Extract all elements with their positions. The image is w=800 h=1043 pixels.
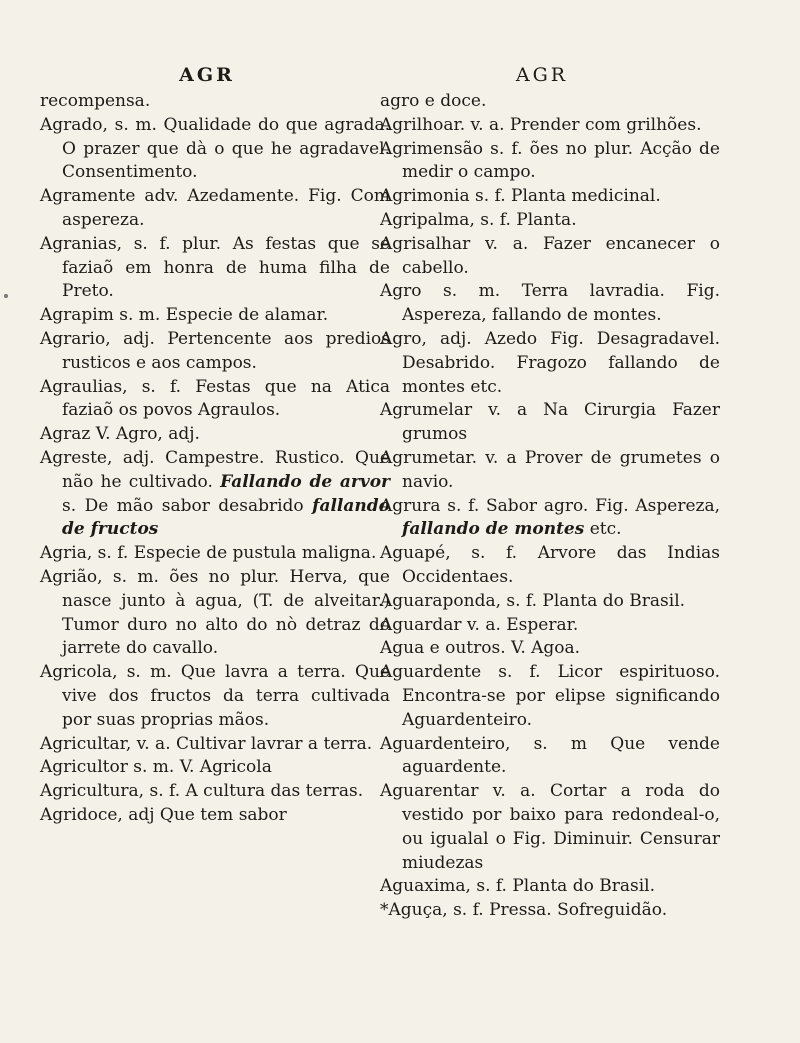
entry-headword: agro e doce. <box>380 91 487 111</box>
entry-italic-text: fallando de montes <box>402 519 585 540</box>
entry-headword: Aguardar <box>380 614 462 635</box>
entry-headword: Agranias <box>40 233 117 254</box>
entry-definition: , adj. Pertencente aos predios rusticos e aos campos. <box>62 328 390 373</box>
dictionary-entry <box>380 875 720 899</box>
entry-definition: , s. f. A cultura das terras. <box>138 781 364 802</box>
entry-definition: . v. a Prover de grumetes o navio. <box>402 447 720 492</box>
dictionary-entry <box>380 733 720 781</box>
dictionary-entry <box>380 899 720 923</box>
entry-definition: v. a. Fazer encanecer o cabello. <box>402 233 720 278</box>
entry-definition: s. De mão sabor desabrido <box>62 495 313 516</box>
entry-definition: adv. Azedamente. Fig. Com aspereza. <box>62 186 390 230</box>
entry-headword: Agro <box>380 328 422 349</box>
right-entry-list <box>380 90 720 923</box>
entry-headword: Agrilhoar <box>380 114 460 135</box>
dictionary-entry <box>40 733 390 757</box>
entry-definition: , s. f. Planta do Brasil. <box>465 876 655 897</box>
entry-definition: , s. f. Planta. <box>469 209 577 230</box>
dictionary-entry <box>40 780 390 804</box>
entry-definition: , s. m. ões no plur. Herva, que nasce junto à agua, (T. de alveitar.) Tumor duro no alto do nò detraz do jarrete do cavallo. <box>62 566 390 659</box>
dictionary-entry <box>40 447 390 542</box>
entry-definition: . v. a. Prender com grilhões. <box>459 114 702 135</box>
entry-definition: s. m. Terra lavradia. Fig. Aspereza, fallando de montes. <box>402 281 720 326</box>
entry-headword: Agraulias <box>40 376 123 397</box>
dictionary-entry <box>380 138 720 186</box>
entry-headword: Agricultura <box>40 781 139 802</box>
entry-definition: , v. a. Cultivar lavrar a terra. <box>125 733 373 754</box>
entry-headword: Agrumetar <box>380 447 472 468</box>
entry-headword: Agrura <box>380 495 441 516</box>
right-column-header: AGR <box>515 64 569 86</box>
entry-definition: v. a. Esperar. <box>461 614 579 635</box>
left-column <box>40 64 390 828</box>
dictionary-entry <box>380 399 720 447</box>
entry-headword: Agramente <box>40 186 136 207</box>
entry-definition: e outros. V. Agoa. <box>424 638 581 659</box>
entry-headword: Aguardenteiro <box>380 733 505 754</box>
entry-headword: Agrimonia <box>380 186 470 207</box>
entry-headword: Agrado <box>40 114 103 135</box>
entry-headword: Agrario <box>40 328 106 349</box>
dictionary-entry <box>380 495 720 543</box>
dictionary-entry <box>40 90 390 114</box>
left-column-header: AGR <box>179 64 235 86</box>
dictionary-entry <box>380 542 720 590</box>
entry-definition: , adj. Campestre. Rustico. Que não he cultivado. <box>62 447 390 492</box>
dictionary-entry <box>380 90 720 114</box>
entry-headword: Agrumelar <box>380 400 473 421</box>
left-entry-list <box>40 90 390 828</box>
dictionary-entry <box>40 423 390 447</box>
entry-definition: , s. f. Especie de pustula maligna. <box>86 543 377 564</box>
entry-definition: V. Agro, adj. <box>90 424 200 445</box>
entry-definition: v. a Na Cirurgia Fazer grumos <box>402 400 720 445</box>
dictionary-entry <box>380 328 720 399</box>
entry-headword: recompensa. <box>40 91 151 111</box>
entry-headword: Agricola <box>40 662 113 683</box>
entry-definition: s. f. Sabor agro. Fig. Aspereza, <box>440 495 720 516</box>
right-column <box>380 64 720 923</box>
entry-definition: , adj Que tem sabor <box>117 804 287 825</box>
entry-headword: Agricultor <box>40 757 128 778</box>
entry-definition: , s. m. Que lavra a terra. Que vive dos fructos da terra cultivada por suas proprias mãos. <box>62 662 390 730</box>
entry-definition: , s. f. Festas que na Atica faziaõ os povos Agraulos. <box>62 376 390 421</box>
entry-headword: Agrapim <box>40 305 114 326</box>
entry-headword: Agreste <box>40 447 107 468</box>
entry-headword: Agrião <box>40 566 98 587</box>
ink-speck <box>4 294 8 298</box>
entry-definition: s. m. Especie de alamar. <box>113 305 329 326</box>
entry-headword: Agraz <box>40 424 91 445</box>
entry-headword: Agro <box>380 281 422 302</box>
entry-definition: , s. f. plur. As festas que se faziaõ em honra de huma filha de Preto. <box>62 233 390 302</box>
dictionary-entry <box>40 185 390 233</box>
entry-definition: s. f. ões no plur. Acção de medir o campo. <box>402 138 720 183</box>
dictionary-entry <box>380 447 720 495</box>
dictionary-entry <box>40 804 390 828</box>
dictionary-entry <box>40 376 390 424</box>
dictionary-entry <box>40 304 390 328</box>
dictionary-entry <box>380 590 720 614</box>
entry-headword: *Aguça <box>380 900 443 921</box>
dictionary-entry <box>40 114 390 185</box>
dictionary-entry <box>380 661 720 732</box>
dictionary-entry <box>380 233 720 281</box>
dictionary-entry <box>40 233 390 304</box>
entry-definition: etc. <box>584 519 622 540</box>
entry-definition: , adj. Azedo Fig. Desagradavel. Desabrido. Fragozo fallando de montes etc. <box>402 328 720 397</box>
dictionary-entry <box>380 280 720 328</box>
dictionary-entry <box>40 542 390 566</box>
entry-italic-text: fallando de fructos <box>62 495 390 540</box>
dictionary-entry <box>40 661 390 732</box>
dictionary-entry <box>380 209 720 233</box>
dictionary-entry <box>40 328 390 376</box>
entry-italic-text: Fallando de arvor <box>220 471 390 492</box>
dictionary-entry <box>380 780 720 875</box>
entry-headword: Agria <box>40 543 87 564</box>
entry-headword: Agripalma <box>380 209 470 230</box>
dictionary-entry <box>40 756 390 780</box>
dictionary-entry <box>40 566 390 661</box>
entry-definition: , s. m. Qualidade do que agrada. O prazer que dà o que he agradavel. Consentimento. <box>62 114 390 183</box>
entry-definition: , s. m Que vende aguardente. <box>402 733 720 778</box>
entry-definition: s. f. Planta medicinal. <box>469 186 661 207</box>
dictionary-entry <box>380 614 720 638</box>
entry-definition: v. a. Cortar a roda do vestido por baixo para redondeal-o, ou igualal o Fig. Diminuir. Censurar miudezas <box>402 781 720 873</box>
entry-headword: Agrisalhar <box>380 233 471 254</box>
entry-headword: Agua <box>380 638 425 659</box>
entry-headword: Agricultar <box>40 733 126 754</box>
dictionary-entry <box>380 637 720 661</box>
entry-headword: Aguapé <box>380 543 446 564</box>
entry-headword: Agrimensão <box>380 138 483 159</box>
entry-headword: Agridoce <box>40 804 118 825</box>
dictionary-entry <box>380 185 720 209</box>
entry-definition: s. m. V. Agricola <box>127 757 272 778</box>
entry-headword: Aguardente <box>380 662 482 683</box>
entry-definition: , s. f. Arvore das Indias Occidentaes. <box>402 543 720 587</box>
entry-headword: Aguaxima <box>380 876 466 897</box>
entry-headword: Aguarentar <box>380 781 479 802</box>
entry-headword: Aguaraponda <box>380 590 496 611</box>
entry-definition: , s. f. Pressa. Sofreguidão. <box>442 900 668 921</box>
entry-definition: , s. f. Planta do Brasil. <box>495 590 686 611</box>
dictionary-entry <box>380 114 720 138</box>
entry-definition: s. f. Licor espirituoso. Encontra-se por elipse significando Aguardenteiro. <box>402 662 720 730</box>
